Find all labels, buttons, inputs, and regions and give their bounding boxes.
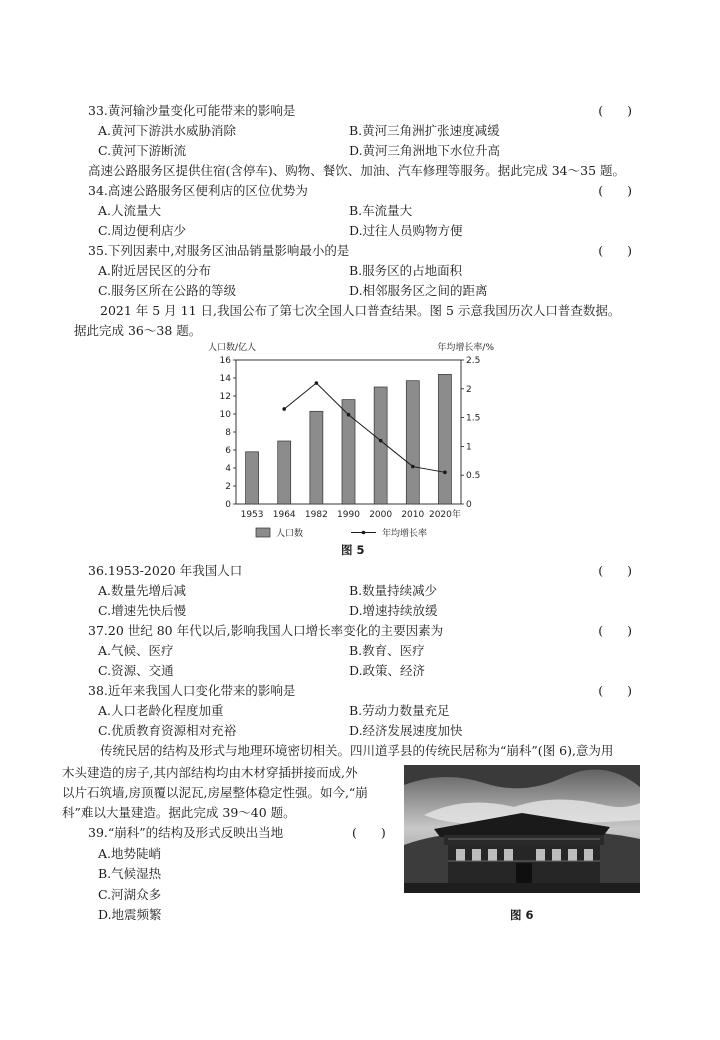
- q37-option-c: C.资源、交通: [98, 663, 174, 678]
- chart-growth-line: [282, 381, 446, 474]
- q38-answer-bracket: ( ): [598, 683, 642, 698]
- q33-option-c: C.黄河下游断流: [98, 143, 187, 158]
- legend-bar-swatch: [256, 528, 270, 537]
- population-bar: [406, 381, 419, 504]
- growth-rate-line: [284, 383, 445, 472]
- chart-bars: [246, 374, 452, 504]
- x-tick-label: 1953: [240, 510, 264, 520]
- q36-option-c: C.增速先快后慢: [98, 603, 187, 618]
- population-census-chart: [206, 338, 496, 558]
- q35-option-b: B.服务区的占地面积: [349, 263, 463, 278]
- left-tick-label: 10: [219, 410, 231, 420]
- q37-stem: 37.20 世纪 80 年代以后,影响我国人口增长率变化的主要因素为: [88, 623, 444, 638]
- population-bar: [374, 387, 387, 504]
- growth-rate-point: [379, 439, 383, 443]
- q38-option-d: D.经济发展速度加快: [349, 723, 463, 738]
- legend-line-marker: [362, 531, 366, 535]
- intro-39-40-line2: 木头建造的房子,其内部结构均由木材穿插拼接而成,外: [62, 765, 358, 780]
- q34-stem: 34.高速公路服务区便利店的区位优势为: [88, 183, 308, 198]
- x-tick-label: 2020年: [428, 510, 461, 520]
- q36-option-d: D.增速持续放缓: [349, 603, 438, 618]
- q33-answer-bracket: ( ): [598, 103, 642, 118]
- right-tick-label: 1: [466, 442, 472, 453]
- right-tick-label: 1.5: [466, 413, 481, 424]
- right-tick-label: 2.5: [466, 356, 481, 366]
- q33-option-a: A.黄河下游洪水威胁消除: [98, 123, 237, 138]
- figure-5-caption: 图 5: [341, 543, 365, 557]
- x-tick-label: 2010: [401, 510, 425, 520]
- q35-option-c: C.服务区所在公路的等级: [98, 283, 237, 298]
- q38-stem: 38.近年来我国人口变化带来的影响是: [88, 683, 296, 698]
- q35-option-d: D.相邻服务区之间的距离: [349, 283, 488, 298]
- q37-answer-bracket: ( ): [598, 623, 642, 638]
- q35-answer-bracket: ( ): [598, 243, 642, 258]
- traditional-wooden-house-photo: [404, 765, 640, 893]
- q39-option-c: C.河湖众多: [98, 887, 162, 902]
- q37-option-b: B.教育、医疗: [349, 643, 425, 658]
- left-tick-label: 16: [219, 356, 231, 366]
- left-tick-label: 2: [225, 482, 231, 492]
- q39-option-a: A.地势陡峭: [98, 846, 162, 861]
- population-bar: [278, 441, 291, 504]
- q34-option-c: C.周边便利店少: [98, 223, 187, 238]
- q34-answer-bracket: ( ): [598, 183, 642, 198]
- left-axis-title: 人口数/亿人: [208, 343, 257, 353]
- right-tick-label: 0.5: [466, 471, 481, 482]
- q33-option-d: D.黄河三角洲地下水位升高: [349, 143, 501, 158]
- figure-6-caption: 图 6: [510, 908, 534, 922]
- legend-bar-label: 人口数: [276, 529, 304, 539]
- growth-rate-point: [411, 465, 415, 469]
- growth-rate-point: [443, 471, 447, 475]
- q33-stem: 33.黄河输沙量变化可能带来的影响是: [88, 103, 296, 118]
- intro-39-40-line4: 科”难以大量建造。据此完成 39～40 题。: [62, 805, 296, 820]
- left-tick-label: 4: [225, 464, 231, 474]
- right-axis-title: 年均增长率/%: [437, 343, 494, 353]
- growth-rate-point: [347, 413, 351, 417]
- population-bar: [310, 411, 323, 504]
- growth-rate-point: [315, 381, 319, 385]
- x-tick-label: 1964: [272, 510, 296, 520]
- q34-option-b: B.车流量大: [349, 203, 413, 218]
- x-tick-label: 2000: [369, 510, 393, 520]
- intro-39-40-line3: 以片石筑墙,房顶覆以泥瓦,房屋整体稳定性强。如今,“崩: [62, 785, 368, 800]
- q37-option-a: A.气候、医疗: [98, 643, 174, 658]
- q37-option-d: D.政策、经济: [349, 663, 426, 678]
- population-bar: [246, 452, 259, 504]
- intro-36-38-line1: 2021 年 5 月 11 日,我国公布了第七次全国人口普查结果。图 5 示意我国历次人口普查数据。: [100, 303, 621, 318]
- intro-39-40-line1: 传统民居的结构及形式与地理环境密切相关。四川道孚县的传统民居称为“崩科”(图 6),意为用: [100, 743, 614, 758]
- q38-option-c: C.优质教育资源相对充裕: [98, 723, 237, 738]
- q39-answer-bracket: ( ): [352, 825, 396, 840]
- q38-option-a: A.人口老龄化程度加重: [98, 703, 224, 718]
- q35-stem: 35.下列因素中,对服务区油品销量影响最小的是: [88, 243, 350, 258]
- q39-option-b: B.气候湿热: [98, 866, 162, 881]
- q36-answer-bracket: ( ): [598, 563, 642, 578]
- q35-option-a: A.附近居民区的分布: [98, 263, 212, 278]
- q38-option-b: B.劳动力数量充足: [349, 703, 450, 718]
- legend-line-label: 年均增长率: [382, 529, 428, 539]
- q34-option-d: D.过往人员购物方便: [349, 223, 463, 238]
- q36-option-a: A.数量先增后减: [98, 583, 187, 598]
- x-tick-label: 1982: [304, 510, 328, 520]
- intro-36-38-line2: 据此完成 36～38 题。: [74, 323, 202, 338]
- q33-option-b: B.黄河三角洲扩张速度减缓: [349, 123, 500, 138]
- right-tick-label: 0: [466, 500, 472, 510]
- left-tick-label: 6: [225, 446, 231, 456]
- q36-stem: 36.1953-2020 年我国人口: [88, 563, 243, 578]
- intro-34-35: 高速公路服务区提供住宿(含停车)、购物、餐饮、加油、汽车修理等服务。据此完成 34～35 题。: [88, 163, 626, 178]
- left-tick-label: 0: [225, 500, 231, 510]
- q34-option-a: A.人流量大: [98, 203, 162, 218]
- x-tick-label: 1990: [337, 510, 360, 520]
- q36-option-b: B.数量持续减少: [349, 583, 438, 598]
- left-tick-label: 14: [219, 374, 231, 384]
- right-tick-label: 2: [466, 384, 472, 395]
- left-tick-label: 12: [219, 392, 231, 402]
- left-tick-label: 8: [225, 428, 231, 438]
- growth-rate-point: [282, 407, 286, 411]
- q39-stem: 39.“崩科”的结构及形式反映出当地: [88, 825, 284, 840]
- q39-option-d: D.地震频繁: [98, 907, 162, 922]
- population-bar: [438, 374, 451, 504]
